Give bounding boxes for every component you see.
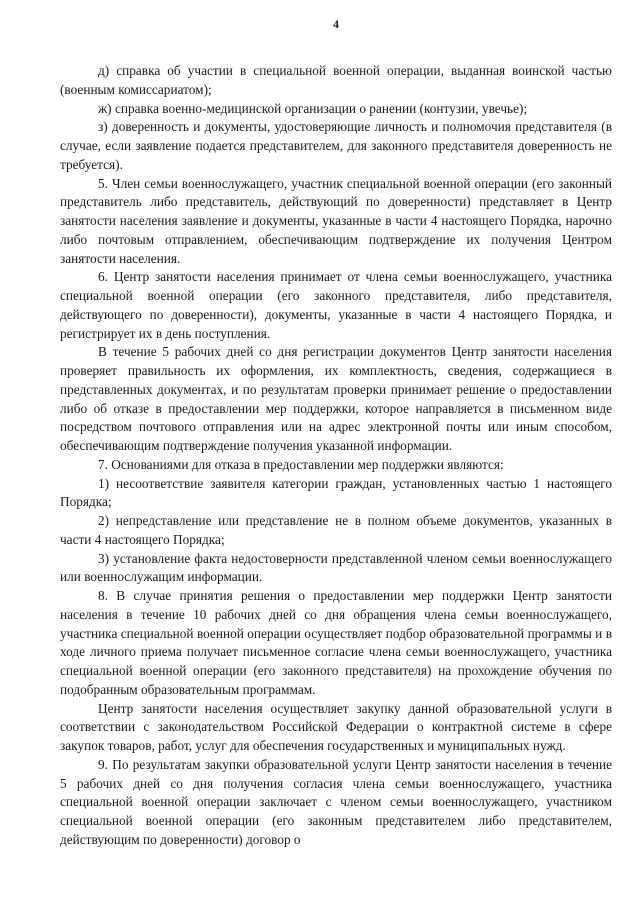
paragraph-item-z: з) доверенность и документы, удостоверяющие личность и полномочия представителя (в случае, если заявление подается представителем, для законного представителя доверенность не требуется). bbox=[60, 119, 612, 172]
paragraph-section-7: 7. Основаниями для отказа в предоставлении мер поддержки являются: bbox=[98, 456, 504, 472]
paragraph-refusal-3: 3) установление факта недостоверности представленной членом семьи военнослужащего или военнослужащим информации. bbox=[60, 550, 612, 585]
paragraph-section-8: 8. В случае принятия решения о предоставлении мер поддержки Центр занятости населения в течение 10 рабочих дней со дня обращения члена семьи военнослужащего, участника специальной военной операции осуществляет подбор образовательной программы и в ходе личного приема получает письменное согласие члена семьи военнослужащего, участника специальной военной операции (его законного представителя) на прохождение обучения по подобранным образовательным программам. bbox=[60, 588, 612, 697]
document-body bbox=[60, 62, 612, 850]
paragraph-section-9: 9. По результатам закупки образовательной услуги Центр занятости населения в течение 5 рабочих дней со дня получения согласия члена семьи военнослужащего, участника специальной военной операции заключает с членом семьи военнослужащего, участником специальной военной операции (его законным представителем либо представителем, действующим по доверенности) договор о bbox=[60, 756, 612, 847]
paragraph-section-6: 6. Центр занятости населения принимает от члена семьи военнослужащего, участника специальной военной операции (его законного представителя, либо представителя, действующего по доверенности), документы, указанные в части 4 настоящего Порядка, и регистрирует их в день поступления. bbox=[60, 269, 612, 341]
document-page bbox=[60, 14, 612, 850]
page-number: 4 bbox=[333, 17, 339, 31]
paragraph-item-zh: ж) справка военно-медицинской организации о ранении (контузии, увечье); bbox=[98, 100, 528, 116]
paragraph-section-8-procurement: Центр занятости населения осуществляет закупку данной образовательной услуги в соответствии с законодательством Российской Федерации о контрактной системе в сфере закупок товаров, работ, услуг для обеспечения государственных и муниципальных нужд. bbox=[60, 700, 612, 753]
paragraph-section-6-review: В течение 5 рабочих дней со дня регистрации документов Центр занятости населения проверяет правильность их оформления, их комплектность, сведения, содержащиеся в представленных документах, и по результатам проверки принимает решение о предоставлении либо об отказе в предоставлении мер поддержки, которое направляется в письменном виде посредством почтового отправления или на адрес электронной почты или иным способом, обеспечивающим подтверждение получения указанной информации. bbox=[60, 344, 612, 453]
paragraph-item-d: д) справка об участии в специальной военной операции, выданная воинской частью (военным комиссариатом); bbox=[60, 63, 612, 97]
paragraph-section-5: 5. Член семьи военнослужащего, участник специальной военной операции (его законный представитель либо представитель, действующий по доверенности) представляет в Центр занятости населения заявление и документы, указанные в части 4 настоящего Порядка, нарочно либо почтовым отправлением, обеспечивающим подтверждение их получения Центром занятости населения. bbox=[60, 175, 612, 266]
paragraph-refusal-2: 2) непредставление или представление не в полном объеме документов, указанных в части 4 настоящего Порядка; bbox=[60, 513, 612, 547]
paragraph-refusal-1: 1) несоответствие заявителя категории граждан, установленных частью 1 настоящего Порядка; bbox=[60, 475, 612, 510]
